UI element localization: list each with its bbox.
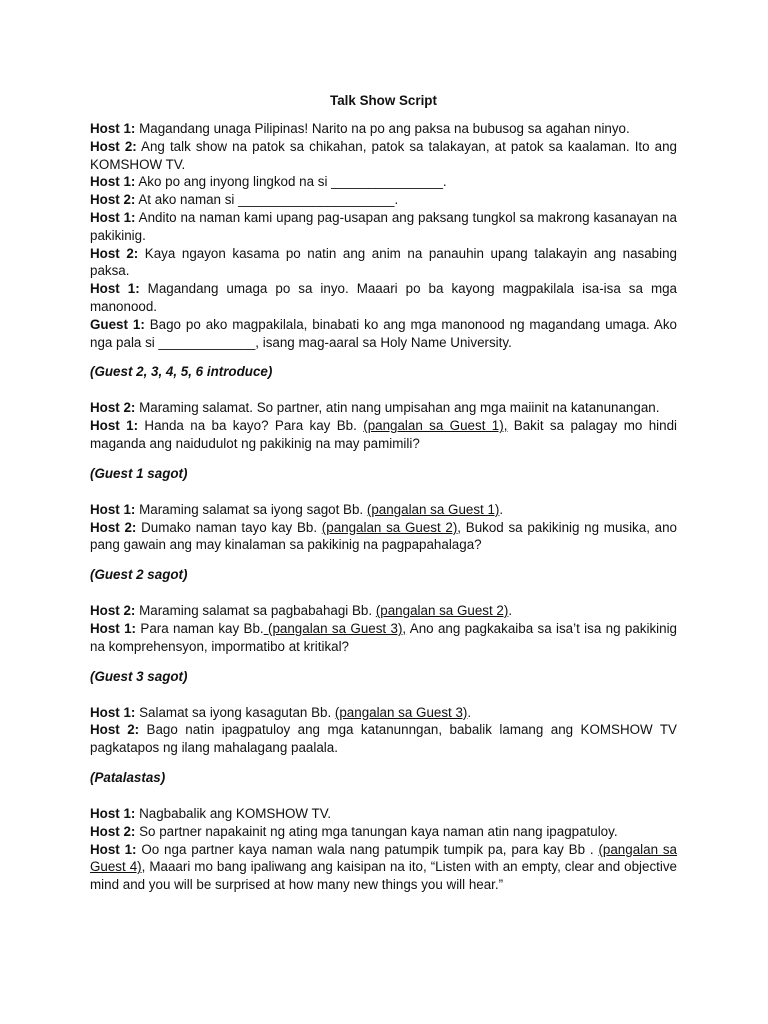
dialogue-line — [90, 120, 677, 138]
dialogue-text: Salamat sa iyong kasagutan Bb. — [135, 704, 335, 720]
speaker-label: Guest 1: — [90, 316, 145, 332]
dialogue-text: Ako po ang inyong lingkod na si _______________. — [135, 174, 447, 190]
document-page — [90, 92, 677, 894]
speaker-label: Host 1: — [90, 620, 137, 636]
dialogue-text: Nagbabalik ang KOMSHOW TV. — [135, 805, 332, 821]
dialogue-text: At ako naman si _____________________. — [135, 192, 399, 208]
dialogue-text: . — [499, 501, 504, 517]
dialogue-text: . — [467, 704, 472, 720]
dialogue-line — [90, 316, 677, 352]
dialogue-line — [90, 173, 677, 191]
dialogue-line — [90, 841, 677, 894]
speaker-label: Host 1: — [90, 121, 136, 136]
speaker-label: Host 1: — [90, 209, 136, 225]
speaker-label: Host 2: — [90, 245, 139, 261]
dialogue-line — [90, 417, 677, 453]
speaker-label: Host 2: — [90, 722, 140, 738]
dialogue-line — [90, 501, 677, 519]
dialogue-line — [90, 209, 677, 245]
guest-name-placeholder: (pangalan sa Guest 1), — [363, 418, 508, 434]
speaker-label: Host 1: — [90, 704, 136, 720]
guest-name-placeholder: (pangalan sa Guest 1) — [366, 501, 500, 517]
guest-name-placeholder: (pangalan sa Guest 2) — [375, 603, 509, 619]
dialogue-line — [90, 280, 677, 316]
speaker-label: Host 1: — [90, 174, 136, 190]
guest-name-placeholder: (pangalan sa Guest 2), — [321, 519, 462, 535]
dialogue-line — [90, 721, 677, 757]
dialogue-text: So partner napakainit ng ating mga tanungan kaya naman atin nang ipagpatuloy. — [135, 823, 618, 839]
dialogue-line — [90, 602, 677, 620]
document-title: Talk Show Script — [330, 93, 437, 108]
dialogue-text: , Maaari mo bang ipaliwang ang kaisipan na ito, “Listen with an empty, clear and objective mind and you will be surprised at how many new things you will hear.” — [90, 859, 677, 893]
dialogue-line — [90, 704, 677, 722]
dialogue-text: Andito na naman kami upang pag-usapan ang paksang tungkol sa makrong kasanayan na pakikinig. — [90, 209, 677, 243]
stage-direction: (Guest 2 sagot) — [90, 567, 188, 583]
dialogue-line — [90, 620, 677, 656]
speaker-label: Host 2: — [90, 192, 136, 208]
speaker-label: Host 2: — [90, 603, 136, 619]
speaker-label: Host 2: — [90, 823, 136, 839]
speaker-label: Host 1: — [90, 805, 136, 821]
dialogue-line — [90, 823, 677, 841]
dialogue-text: Handa na ba kayo? Para kay Bb. — [138, 418, 364, 434]
dialogue-text: Bakit sa palagay mo hindi maganda ang naidudulot ng pakikinig na may pamimili? — [90, 418, 677, 451]
dialogue-text: Magandang unaga Pilipinas! Narito na po ang paksa na bubusog sa agahan ninyo. — [135, 121, 630, 136]
speaker-label: Host 2: — [90, 400, 136, 416]
dialogue-line — [90, 519, 677, 555]
speaker-label: Host 2: — [90, 519, 137, 535]
dialogue-text: Oo nga partner kaya naman wala nang patumpik tumpik pa, para kay Bb . — [136, 841, 599, 857]
dialogue-line — [90, 805, 677, 823]
dialogue-text: . — [508, 603, 513, 619]
dialogue-line — [90, 138, 677, 174]
dialogue-text: Ang talk show na patok sa chikahan, patok sa talakayan, at patok sa kaalaman. Ito ang KOMSHOW TV. — [90, 138, 677, 172]
dialogue-text: Kaya ngayon kasama po natin ang anim na panauhin upang talakayin ang nasabing paksa. — [90, 245, 677, 279]
dialogue-text: Maraming salamat. So partner, atin nang umpisahan ang mga maiinit na katanunangan. — [135, 400, 660, 416]
dialogue-line — [90, 399, 677, 417]
dialogue-text: Bago po ako magpakilala, binabati ko ang mga manonood ng magandang umaga. Ako nga pala si _____________, isang mag-aaral sa Holy Name University. — [90, 316, 677, 350]
speaker-label: Host 1: — [90, 841, 137, 857]
stage-direction: (Guest 1 sagot) — [90, 465, 188, 481]
stage-direction: (Guest 2, 3, 4, 5, 6 introduce) — [90, 364, 273, 380]
dialogue-text: Maraming salamat sa iyong sagot Bb. — [135, 501, 367, 517]
speaker-label: Host 1: — [90, 418, 139, 434]
dialogue-text: Ano ang pagkakaiba sa isa’t isa ng pakikinig na komprehensyon, impormatibo at kritikal? — [90, 620, 678, 654]
script-body — [90, 120, 677, 894]
dialogue-line — [90, 191, 677, 209]
guest-name-placeholder: (pangalan sa Guest 3), — [263, 620, 407, 636]
dialogue-text: Dumako naman tayo kay Bb. — [136, 519, 322, 535]
dialogue-line — [90, 245, 677, 281]
stage-direction: (Patalastas) — [90, 769, 166, 785]
dialogue-text: Bago natin ipagpatuloy ang mga katanunngan, babalik lamang ang KOMSHOW TV pagkatapos ng ilang mahalagang paalala. — [90, 722, 677, 756]
dialogue-text: Bukod sa pakikinig ng musika, ano pang gawain ang may kinalaman sa pakikinig na pagpapahalaga? — [90, 519, 677, 553]
guest-name-placeholder: (pangalan sa Guest 3) — [334, 704, 468, 720]
speaker-label: Host 1: — [90, 281, 140, 297]
stage-direction: (Guest 3 sagot) — [90, 668, 188, 684]
dialogue-text: Para naman kay Bb. — [136, 620, 264, 636]
guest-name-placeholder: (pangalan sa Guest 4) — [90, 841, 678, 875]
dialogue-text: Maraming salamat sa pagbabahagi Bb. — [135, 603, 376, 619]
speaker-label: Host 2: — [90, 138, 137, 154]
speaker-label: Host 1: — [90, 501, 136, 517]
dialogue-text: Magandang umaga po sa inyo. Maaari po ba kayong magpakilala isa-isa sa mga manonood. — [90, 281, 677, 314]
